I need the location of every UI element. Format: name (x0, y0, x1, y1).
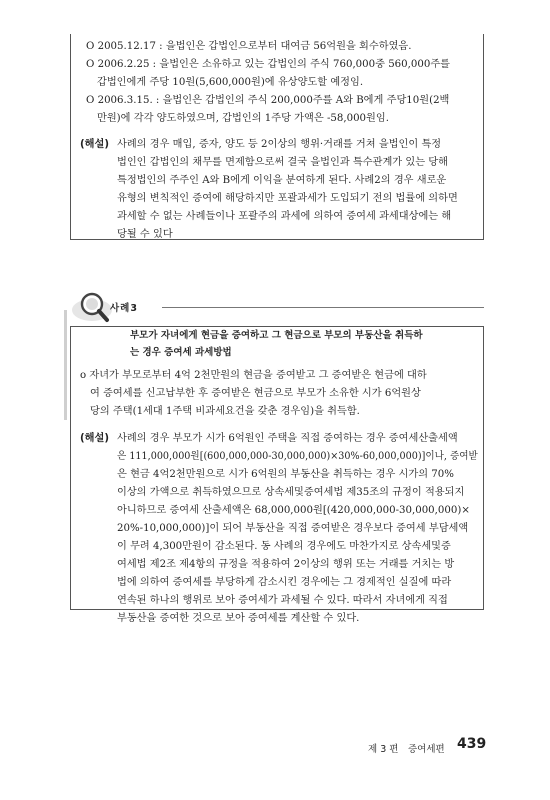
footer-part: 제 3 편 (368, 744, 399, 755)
commentary-line: 법인인 갑법인의 채무를 면제함으로써 결국 을법인과 특수관계가 있는 당해 (117, 157, 448, 168)
bullet-line: O 2005.12.17 : 을법인은 갑법인으로부터 대여금 56억원을 회수하였음. (86, 41, 412, 52)
commentary-label: (해설) (80, 139, 109, 150)
page-number: 439 (457, 736, 487, 752)
case-title: 사례3 (110, 303, 138, 314)
footer-section: 증여세편 (408, 744, 445, 755)
case-commentary-line: 아니하므로 증여세 산출세액은 68,000,000원[(420,000,000-30,000,000)× (117, 505, 470, 516)
case-commentary-line: 이상의 가액으로 취득하였으므로 상속세및증여세법 제35조의 규정이 적용되지 (117, 487, 465, 498)
case-bullet-line: 당의 주택(1세대 1주택 비과세요건을 갖춘 경우임)을 취득함. (90, 406, 360, 417)
case-commentary-line: 20%-10,000,000)]이 되어 부동산을 직접 증여받은 경우보다 증여세 부담세액 (117, 523, 469, 534)
commentary-line: 과세할 수 없는 사례들이나 포괄주의 과세에 의하여 증여세 과세대상에는 해 (117, 211, 452, 222)
case-commentary-line: 부동산을 증여한 것으로 보아 증여세를 계산할 수 있다. (117, 613, 360, 624)
bullet-line: O 2006.2.25 : 을법인은 소유하고 있는 갑법인의 주식 760,000중 560,000주를 (86, 59, 451, 70)
case-heading-line: 는 경우 증여세 과세방법 (130, 347, 232, 358)
case-commentary-line: 은 현금 4억2천만원으로 시가 6억원의 부동산을 취득하는 경우 시가의 70% (117, 469, 454, 480)
case-bullet-line: 여 증여세를 신고납부한 후 증여받은 현금으로 부모가 소유한 시가 6억원상 (90, 388, 421, 399)
case-commentary-line: 여세법 제2조 제4항의 규정을 적용하여 2이상의 행위 또는 거래를 거치는 방 (117, 559, 455, 570)
case-commentary-line: 법에 의하여 증여세를 부당하게 감소시킨 경우에는 그 경제적인 실질에 따라 (117, 577, 452, 588)
case-heading-line: 부모가 자녀에게 현금을 증여하고 그 현금으로 부모의 부동산을 취득하 (130, 330, 423, 341)
bullet-line: 갑법인에게 주당 10원(5,600,000원)에 유상양도할 예정임. (97, 77, 364, 88)
commentary-line: 당될 수 있다 (117, 229, 173, 240)
case-commentary-label: (해설) (80, 433, 109, 444)
commentary-line: 사례의 경우 매입, 증자, 양도 등 2이상의 행위·거래를 거쳐 을법인이 특정 (117, 139, 442, 150)
case-bullet-line: o 자녀가 부모로부터 4억 2천만원의 현금을 증여받고 그 증여받은 현금에 대하 (80, 370, 427, 381)
commentary-line: 특정법인의 주주인 A와 B에게 이익을 분여하게 된다. 사례2의 경우 새로운 (117, 175, 447, 186)
case-commentary-line: 은 111,000,000원[(600,000,000-30,000,000)×30%-60,000,000)]이나, 증여받 (117, 451, 478, 462)
bullet-line: O 2006.3.15. : 을법인은 갑법인의 주식 200,000주를 A와 B에게 주당10원(2백 (86, 95, 450, 106)
commentary-line: 유형의 변칙적인 증여에 해당하지만 포괄과세가 도입되기 전의 법률에 의하면 (117, 193, 458, 204)
case-commentary-line: 연속된 하나의 행위로 보아 증여세가 과세될 수 있다. 따라서 자녀에게 직접 (117, 595, 448, 606)
bullet-line: 만원)에 각각 양도하였으며, 갑법인의 1주당 가액은 -58,000원임. (97, 113, 389, 124)
side-accent-line (64, 310, 67, 420)
case-commentary-line: 사례의 경우 부모가 시가 6억원인 주택을 직접 증여하는 경우 증여세산출세액 (117, 433, 458, 444)
case-commentary-line: 이 무려 4,300만원이 감소된다. 동 사례의 경우에도 마찬가지로 상속세및증 (117, 541, 451, 552)
title-rule (162, 307, 484, 308)
